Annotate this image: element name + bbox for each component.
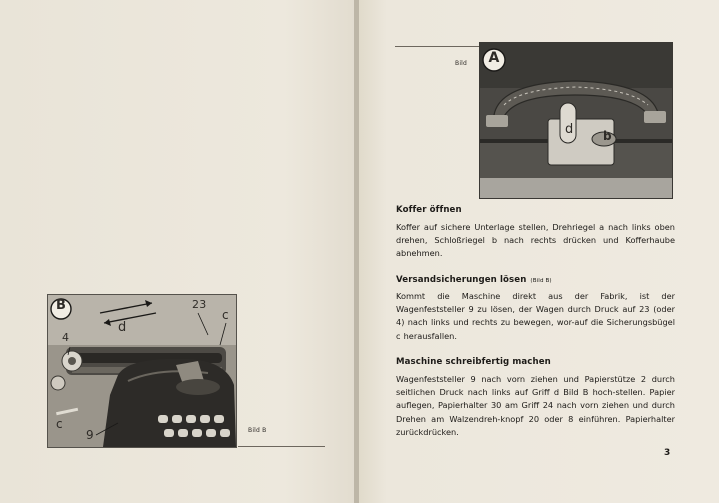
figure-b-caption: Bild B [248,427,267,434]
figure-a-caption: Bild [455,60,468,67]
figure-b-badge: B [55,298,67,313]
section-body-versandsicherungen: Kommt die Maschine direkt aus der Fabrik, ist der Wagenfeststeller 9 zu lösen, der Wagen durch Druck auf 23 (oder 4) nach links und rechts zu bewegen, wor-auf die Sicherungsbügel c herausfallen. [396,291,675,341]
page-number: 3 [664,448,671,458]
section-heading-koffer-oeffnen: Koffer öffnen [396,205,462,215]
figure-a-label-d: d [565,122,574,137]
figure-a-label-b: b [603,129,612,143]
figure-b-label-4: 4 [62,331,70,344]
section-heading-schreibfertig: Maschine schreibfertig machen [396,357,551,367]
figure-a-caption-rule [395,46,479,47]
figure-b-label-c-top: c [222,308,229,322]
figure-b-label-c-bottom: c [56,417,63,431]
section-body-koffer-oeffnen: Koffer auf sichere Unterlage stellen, Drehriegel a nach links oben drehen, Schloßriegel b nach rechts drücken und Kofferhaube abnehmen. [396,222,675,259]
figure-a-case-lock-photo [479,42,673,199]
figure-b-label-23: 23 [192,298,207,311]
figure-b-label-d: d [118,320,127,335]
section-heading-note: (Bild B) [530,278,552,284]
section-heading-versandsicherungen: Versandsicherungen lösen (Bild B) [396,275,552,285]
figure-b-label-9: 9 [86,428,94,442]
book-gutter [354,0,359,503]
figure-b-caption-rule [238,446,325,447]
figure-b-typewriter-photo [47,294,237,448]
figure-a-badge: A [488,50,500,66]
section-body-schreibfertig: Wagenfeststeller 9 nach vorn ziehen und Papierstütze 2 durch seitlichen Druck nach links auf Griff d Bild B hoch-stellen. Papier auflegen, Papierhalter 30 am Griff 24 nach vorn ziehen und durch Drehen am Walzendreh-knopf 20 oder 8 einführen. Papierhalter zurückdrücken. [396,374,675,437]
